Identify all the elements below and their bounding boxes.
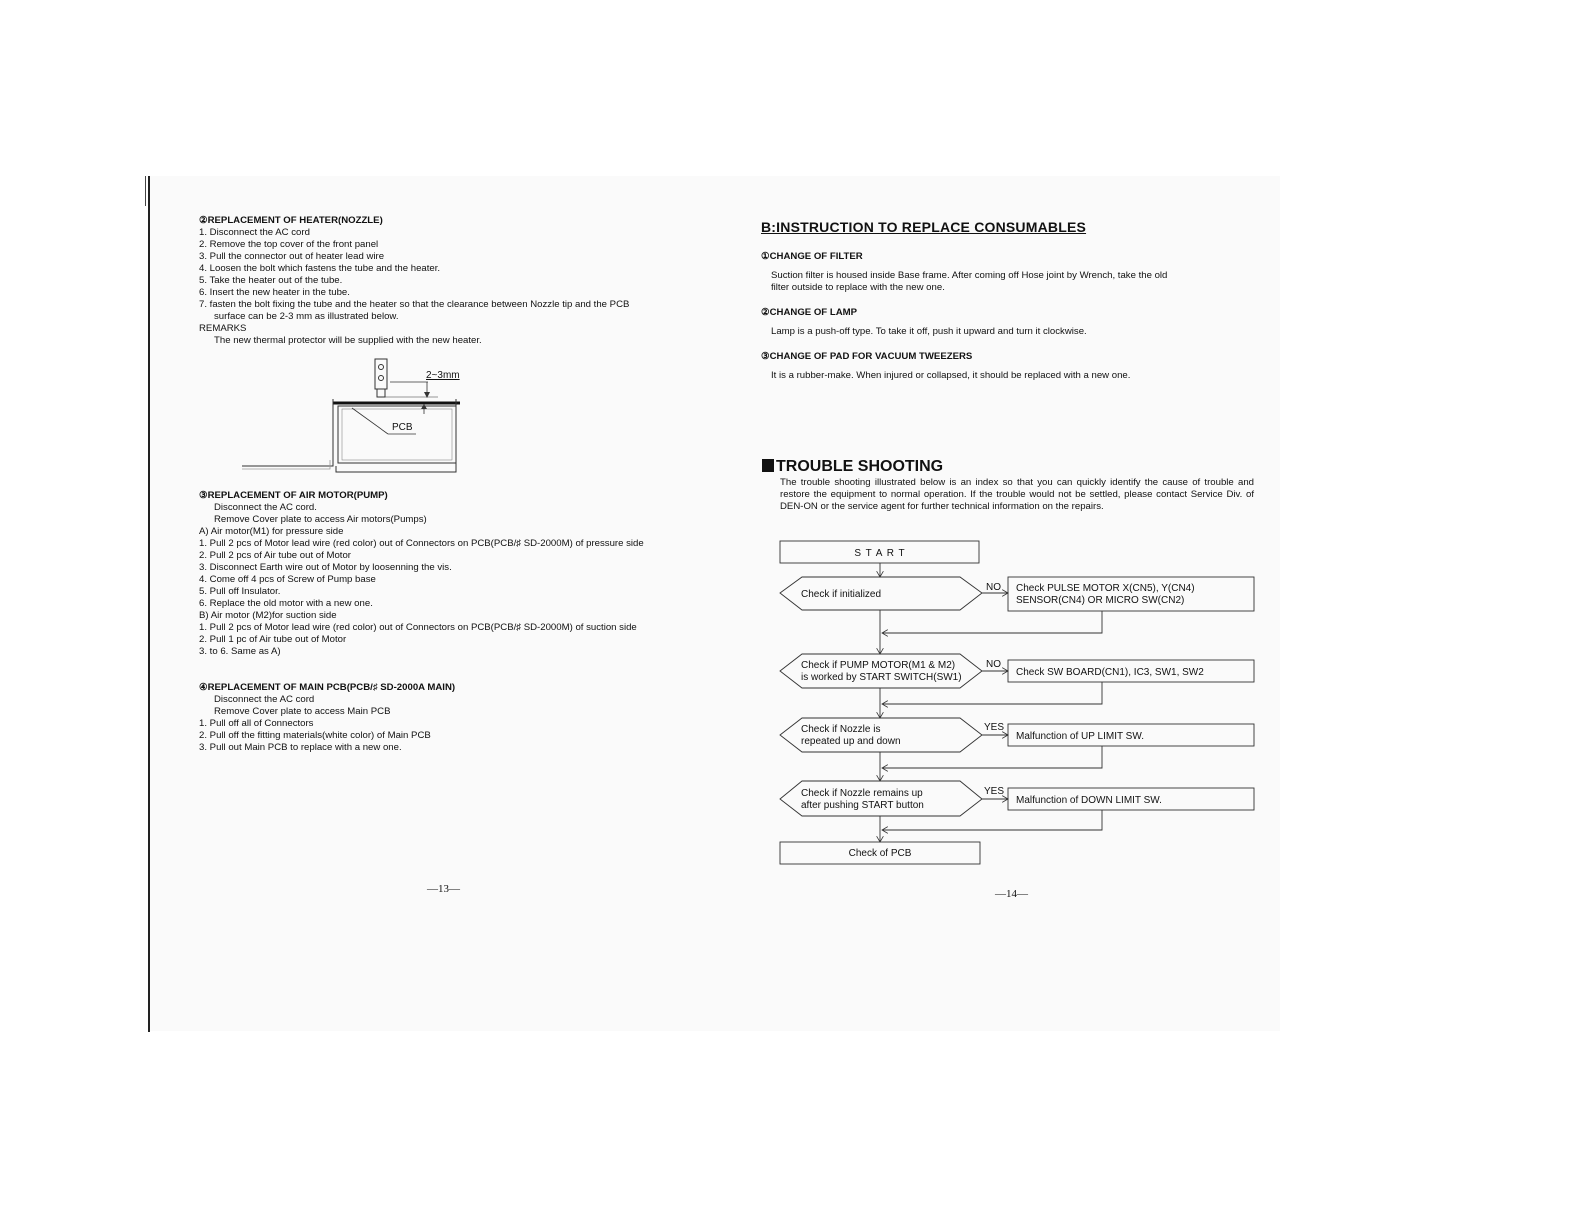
list-item: 3. Pull out Main PCB to replace with a new one. <box>199 742 402 753</box>
trouble-intro: The trouble shooting illustrated below is an index so that you can quickly identify the cause of trouble and restore the equipment to normal operation. If the trouble would not be settled, please contact Service Div. of DEN-ON or the service agent for further technical information on the repairs. <box>780 477 1254 512</box>
list-item: 2. Pull 1 pc of Air tube out of Motor <box>199 634 347 645</box>
list-item: 3. Disconnect Earth wire out of Motor by loosenning the vis. <box>199 562 452 573</box>
flow-question-1a: Check if initialized <box>801 589 882 600</box>
list-item: 2. Pull 2 pcs of Air tube out of Motor <box>199 550 351 561</box>
air-motor-b-title: B) Air motor (M2)for suction side <box>199 610 337 621</box>
flow-answer-3: YES <box>984 722 1005 733</box>
consumables-title: B:INSTRUCTION TO REPLACE CONSUMABLES <box>761 219 1087 235</box>
flow-answer-1: NO <box>986 582 1001 593</box>
trouble-title: TROUBLE SHOOTING <box>776 458 944 475</box>
pad-text: It is a rubber-make. When injured or collapsed, it should be replaced with a new one. <box>771 370 1131 381</box>
main-pcb-title: ④REPLACEMENT OF MAIN PCB(PCB/♯ SD-2000A MAIN) <box>199 682 456 693</box>
flow-result-4a: Malfunction of DOWN LIMIT SW. <box>1016 795 1162 806</box>
flow-result-3a: Malfunction of UP LIMIT SW. <box>1016 731 1145 742</box>
page-number-right: —14— <box>995 888 1028 900</box>
list-item: 4. Come off 4 pcs of Screw of Pump base <box>199 574 376 585</box>
air-motor-intro: Disconnect the AC cord. <box>214 502 317 513</box>
heater-steps <box>199 227 629 323</box>
main-pcb-steps <box>199 718 455 754</box>
filter-text: filter outside to replace with the new one. <box>771 282 945 293</box>
list-item: 2. Pull off the fitting materials(white color) of Main PCB <box>199 730 431 741</box>
list-item: 3. to 6. Same as A) <box>199 646 281 657</box>
flow-question-2b: is worked by START SWITCH(SW1) <box>801 672 962 683</box>
list-item: 5. Pull off Insulator. <box>199 586 281 597</box>
air-motor-b-steps <box>199 622 644 658</box>
lamp-text: Lamp is a push-off type. To take it off, push it upward and turn it clockwise. <box>771 326 1087 337</box>
air-motor-a-title: A) Air motor(M1) for pressure side <box>199 526 344 537</box>
air-motor-a-steps <box>199 538 644 610</box>
list-item: 6. Insert the new heater in the tube. <box>199 287 350 298</box>
air-motor-title: ③REPLACEMENT OF AIR MOTOR(PUMP) <box>199 490 388 501</box>
heater-clearance-diagram <box>238 356 463 476</box>
air-motor-section <box>199 490 644 658</box>
trouble-heading <box>762 458 943 476</box>
remarks-label: REMARKS <box>199 323 247 334</box>
flow-end-label: Check of PCB <box>848 848 912 859</box>
filter-title: ①CHANGE OF FILTER <box>761 251 863 262</box>
main-pcb-intro: Disconnect the AC cord <box>214 694 315 705</box>
clearance-label: 2~3mm <box>426 370 460 381</box>
flow-result-2a: Check SW BOARD(CN1), IC3, SW1, SW2 <box>1016 667 1204 678</box>
flow-question-4b: after pushing START button <box>801 800 924 811</box>
list-item: 3. Pull the connector out of heater lead wire <box>199 251 385 262</box>
list-item: 4. Loosen the bolt which fastens the tube and the heater. <box>199 263 441 274</box>
list-item: 1. Pull 2 pcs of Motor lead wire (red color) out of Connectors on PCB(PCB/♯ SD-2000M) of pressure side <box>199 538 644 549</box>
remarks-text: The new thermal protector will be supplied with the new heater. <box>214 335 482 346</box>
flow-question-3a: Check if Nozzle is <box>801 724 881 735</box>
page-number-left: —13— <box>427 883 460 895</box>
square-bullet-icon <box>762 459 774 472</box>
lamp-title: ②CHANGE OF LAMP <box>761 307 858 318</box>
main-pcb-intro: Remove Cover plate to access Main PCB <box>214 706 391 717</box>
list-item: 1. Pull 2 pcs of Motor lead wire (red color) out of Connectors on PCB(PCB/♯ SD-2000M) of suction side <box>199 622 637 633</box>
flow-result-1b: SENSOR(CN4) OR MICRO SW(CN2) <box>1016 595 1185 606</box>
air-motor-intro: Remove Cover plate to access Air motors(Pumps) <box>214 514 427 525</box>
list-item: 1. Disconnect the AC cord <box>199 227 310 238</box>
heater-section <box>199 215 629 347</box>
binding-mark <box>145 176 146 206</box>
trouble-flowchart <box>770 536 1262 868</box>
flow-question-2a: Check if PUMP MOTOR(M1 & M2) <box>801 660 956 671</box>
flow-answer-2: NO <box>986 659 1001 670</box>
flow-result-1a: Check PULSE MOTOR X(CN5), Y(CN4) <box>1016 583 1195 594</box>
list-item: 7. fasten the bolt fixing the tube and the heater so that the clearance between Nozzle tip and the PCB <box>199 299 630 310</box>
list-item: 6. Replace the old motor with a new one. <box>199 598 373 609</box>
pcb-label: PCB <box>392 422 413 433</box>
flow-answer-4: YES <box>984 786 1005 797</box>
list-item: surface can be 2-3 mm as illustrated below. <box>214 311 399 322</box>
flow-question-3b: repeated up and down <box>801 736 901 747</box>
binding-edge <box>148 176 150 1032</box>
list-item: 5. Take the heater out of the tube. <box>199 275 343 286</box>
filter-text: Suction filter is housed inside Base frame. After coming off Hose joint by Wrench, take the old <box>771 270 1168 281</box>
list-item: 2. Remove the top cover of the front panel <box>199 239 379 250</box>
pad-title: ③CHANGE OF PAD FOR VACUUM TWEEZERS <box>761 351 973 362</box>
main-pcb-section <box>199 682 455 754</box>
flow-start-label: S T A R T <box>854 548 906 559</box>
flow-question-4a: Check if Nozzle remains up <box>801 788 923 799</box>
heater-title: ②REPLACEMENT OF HEATER(NOZZLE) <box>199 215 383 226</box>
list-item: 1. Pull off all of Connectors <box>199 718 314 729</box>
